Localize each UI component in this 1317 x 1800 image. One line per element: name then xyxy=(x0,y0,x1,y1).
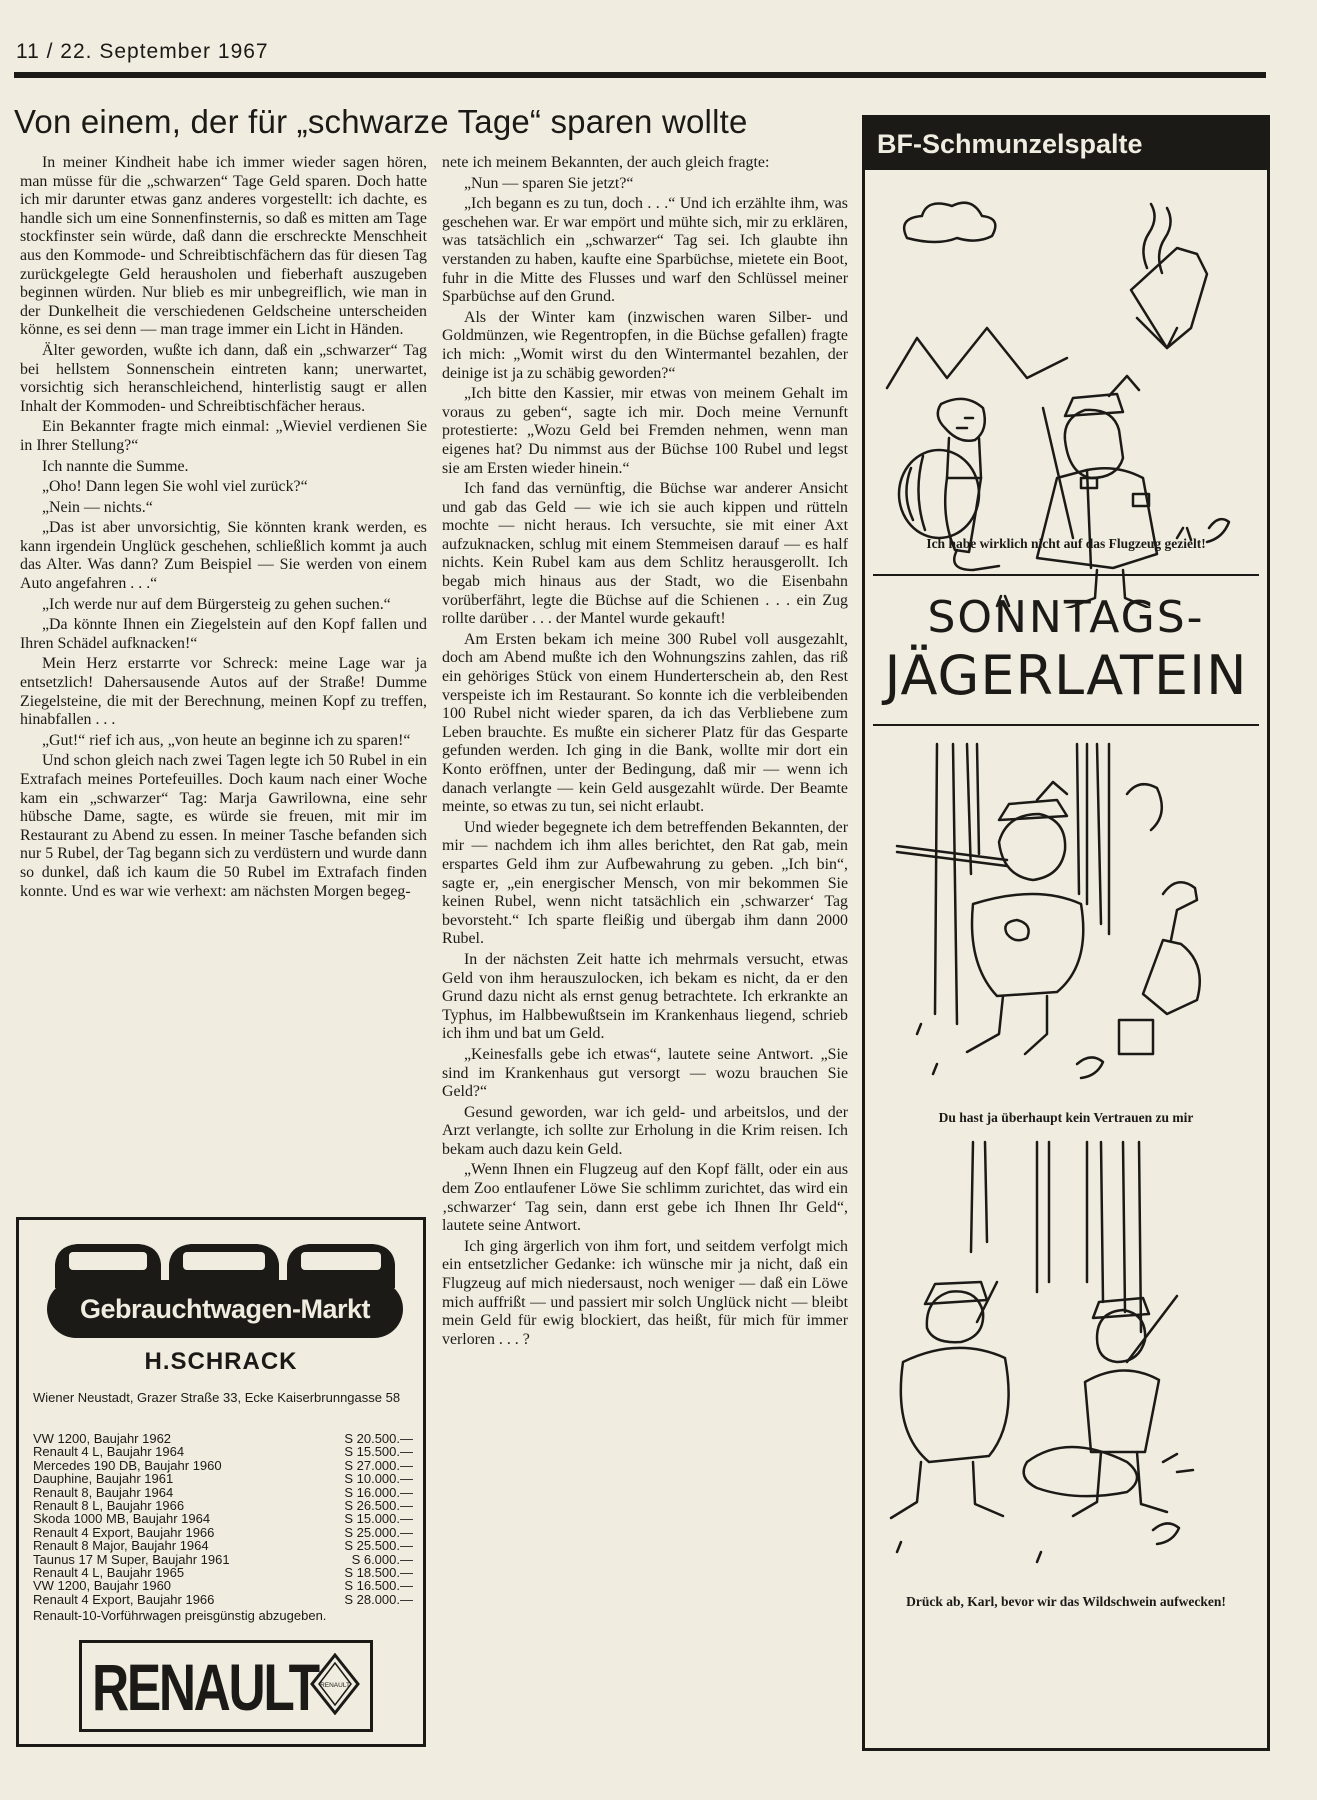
ad-car-row xyxy=(33,1566,413,1579)
car-price: S 15.000.— xyxy=(344,1511,413,1527)
ad-car-row xyxy=(33,1459,413,1472)
used-car-advertisement xyxy=(16,1217,426,1747)
renault-diamond-logo xyxy=(310,1653,360,1715)
paragraph: „Ich bitte den Kassier, mir etwas von meinem Gehalt im voraus zu geben“, sagte ich mir. Doch meine Vernunft protestierte: „Wozu Geld bei Fremden nehmen, wenn man eigenes hat? Du nimmst aus der Büchse 100 Rubel und legst sie am Ersten wieder hinein.“ xyxy=(442,385,848,477)
ad-car-row xyxy=(33,1539,413,1552)
paragraph: „Keinesfalls gebe ich etwas“, lautete seine Antwort. „Sie sind im Krankenhaus gut versorgt — wozu brauchen Sie Geld?“ xyxy=(442,1045,848,1101)
paragraph: „Das ist aber unvorsichtig, Sie könnten krank werden, es kann irgendein Unglück geschehen, schließlich kommt ja auch das Alter. Was dann? Zum Beispiel — Sie werden von einem Auto angefahren . . .“ xyxy=(20,519,427,593)
car-model: Dauphine, Baujahr 1961 xyxy=(33,1471,174,1487)
car-model: Renault 4 L, Baujahr 1964 xyxy=(33,1444,185,1460)
paragraph: Älter geworden, wußte ich dann, daß ein „schwarzer“ Tag bei hellstem Sonnenschein eintreten kann; unerwartet, vorsichtig sich heranschleichend, hinterlistig saugt er allen Inhalt der Kommoden- und Schreibtischfächer heraus. xyxy=(20,341,427,415)
car-model: Renault 8, Baujahr 1964 xyxy=(33,1484,174,1500)
ad-car-list xyxy=(33,1432,413,1606)
car-model: Renault 8 Major, Baujahr 1964 xyxy=(33,1538,209,1554)
ad-car-row xyxy=(33,1486,413,1499)
ad-car-row xyxy=(33,1553,413,1566)
paragraph: Am Ersten bekam ich meine 300 Rubel voll ausgezahlt, doch am Abend mußte ich den Wohnungszins zahlen, das riß ein gehöriges Stück von einem Hunderterschein ab, den Rest verspeiste ich im Restaurant. So konnte ich die verbleibenden 100 Rubel nicht wieder sparen, da ich das Verbliebene zum Leben brauchte. Es mußte ein sicherer Platz für das Gesparte gefunden werden. Ich ging in die Bank, wollte mir dort ein Konto eröffnen, unter der Bedingung, daß mir — wenn ich danach verlangte — kein Geld ausgezahlt würde. Der Beamte meinte, so etwas zu tun, sei nicht erlaubt. xyxy=(442,630,848,816)
paragraph: Gesund geworden, war ich geld- und arbeitslos, und der Arzt verlangte, ich sollte zur Erholung in die Krim reisen. Ich bekam auch dazu kein Geld. xyxy=(442,1103,848,1158)
paragraph: „Ich begann es zu tun, doch . . .“ Und ich erzählte ihm, was geschehen war. Er war empört und mühte sich, mir zu erklären, was tatsächlich ein „schwarzer“ Tag sei. Ich glaubte ihn verstanden zu haben, kaufte eine Sparbüchse, mietete ein Boot, fuhr in die Mitte des Flusses und warf den Schlüssel meiner Sparbüchse auf den Grund. xyxy=(442,195,848,306)
article-headline: Von einem, der für „schwarze Tage“ sparen wollte xyxy=(14,103,748,140)
heading-jaegerlatein: JÄGERLATEIN xyxy=(884,644,1248,707)
paragraph: „Gut!“ rief ich aus, „von heute an beginne ich zu sparen!“ xyxy=(42,731,411,749)
paragraph: „Nun — sparen Sie jetzt?“ xyxy=(464,174,634,192)
car-price: S 10.000.— xyxy=(344,1471,413,1487)
car-model: VW 1200, Baujahr 1962 xyxy=(33,1431,172,1446)
article-column-1 xyxy=(20,154,427,1199)
paragraph: In meiner Kindheit habe ich immer wieder sagen hören, man müsse für die „schwarzen“ Tage Geld sparen. Doch hatte ich mir darunter etwas ganz anderes vorgestellt: ich dachte, es handle sich um eine Sonnenfinsternis, so daß es mitten am Tage stockfinster sein würde, daß dann die erschreckte Menschheit aus den Kommode- und Schreibtischfächern das für diesen Tag zurückgelegte Geld herausholen und fieberhaft auszugeben beginnen würden. Nur blieb es mir unbegreiflich, wie man in der Dunkelheit die verschiedenen Geldscheine unterscheiden könne, es sei denn — man trage immer ein Licht in Händen. xyxy=(20,154,427,339)
paragraph: „Nein — nichts.“ xyxy=(42,498,153,516)
car-price: S 25.500.— xyxy=(344,1538,413,1554)
ad-car-row xyxy=(33,1499,413,1512)
paragraph: Ich fand das vernünftig, die Büchse war anderer Ansicht und gab das Geld — wie ich sie auch kippen und rütteln mochte — nicht heraus. Ich versuchte, sie mit einer Axt aufzuknacken, schlug mit einem Stemmeisen darauf — es half nichts. Kein Rubel kam aus dem Schlitz herausgerollt. Ich begab mich hinaus aus der Stadt, wo die Eisenbahn vorüberfährt, legte die Büchse auf die Schienen . . . ein Zug rollte darüber . . . der Mantel wurde gekauft! xyxy=(442,480,848,628)
car-price: S 16.000.— xyxy=(344,1484,413,1500)
divider xyxy=(873,724,1259,726)
cartoon-hunter-telescope xyxy=(877,734,1255,1098)
car-model: Mercedes 190 DB, Baujahr 1960 xyxy=(33,1457,222,1473)
car-price: S 6.000.— xyxy=(351,1551,413,1567)
header-rule xyxy=(14,72,1266,78)
ad-car-row xyxy=(33,1432,413,1445)
paragraph: „Oho! Dann legen Sie wohl viel zurück?“ xyxy=(42,478,308,496)
ad-title: Gebrauchtwagen-Markt xyxy=(47,1280,403,1338)
car-model: VW 1200, Baujahr 1960 xyxy=(33,1578,172,1594)
ad-car-row xyxy=(33,1472,413,1485)
paragraph: In der nächsten Zeit hatte ich mehrmals versucht, etwas Geld von ihm herauszulocken, ich bekam es nicht, da er den Grund dazu nicht als ernst genug betrachtete. Ich erkrankte an Typhus, im Halbbewußtsein im Krankenhaus liegend, schrieb ich ihm und bat um Geld. xyxy=(442,950,848,1043)
paragraph: „Da könnte Ihnen ein Ziegelstein auf den Kopf fallen und Ihren Schädel aufknacken!“ xyxy=(20,616,427,652)
car-model: Renault 4 L, Baujahr 1965 xyxy=(33,1564,185,1580)
humor-column-title: BF-Schmunzelspalte xyxy=(865,118,1267,170)
car-price: S 27.000.— xyxy=(344,1457,413,1473)
paragraph: Und schon gleich nach zwei Tagen legte ich 50 Rubel in ein Extrafach meines Portefeuilles. Doch kaum nach einer Woche kam ein „schwarzer“ Tag: Marja Gawrilowna, eine sehr hübsche Dame, sagte, es würde sie freuen, mit mir im Restaurant zu Abend zu essen. In meiner Tasche befanden sich nur 5 Rubel, der Tag begann sich zu verdüstern und wurde dann so dunkel, daß ich kaum die 50 Rubel im Extrafach finden konnte. Und es war wie verhext: am nächsten Morgen begeg- xyxy=(20,752,427,900)
renault-brand-box xyxy=(79,1640,373,1732)
cartoon1-caption: Ich habe wirklich nicht auf das Flugzeug gezielt! xyxy=(926,536,1206,551)
paragraph: „Ich werde nur auf dem Bürgersteig zu gehen suchen.“ xyxy=(42,595,391,613)
cartoon3-caption: Drück ab, Karl, bevor wir das Wildschwein aufwecken! xyxy=(906,1594,1226,1609)
car-model: Skoda 1000 MB, Baujahr 1964 xyxy=(33,1511,211,1527)
ad-car-row xyxy=(33,1526,413,1539)
paragraph: nete ich meinem Bekannten, der auch gleich fragte: xyxy=(442,154,770,171)
humor-column xyxy=(862,115,1270,1751)
car-price: S 16.500.— xyxy=(344,1578,413,1594)
ad-car-row xyxy=(33,1593,413,1606)
article-column-2 xyxy=(442,154,848,1746)
paragraph: „Wenn Ihnen ein Flugzeug auf den Kopf fällt, oder ein aus dem Zoo entlaufener Löwe Sie schlimm zurichtet, das wird ein ‚schwarzer‘ Tag sein, dann erst gebe ich Ihnen Ihr Geld“, lautete seine Antwort. xyxy=(442,1161,848,1235)
ad-company-name: H.SCHRACK xyxy=(144,1348,298,1375)
cartoon2-caption: Du hast ja überhaupt kein Vertrauen zu mir xyxy=(938,1110,1194,1125)
ad-car-row xyxy=(33,1445,413,1458)
paragraph: Ein Bekannter fragte mich einmal: „Wieviel verdienen Sie in Ihrer Stellung?“ xyxy=(20,418,427,454)
car-price: S 26.500.— xyxy=(344,1497,413,1513)
renault-brand: RENAULT xyxy=(92,1650,318,1724)
car-price: S 28.000.— xyxy=(344,1591,413,1607)
car-model: Renault 8 L, Baujahr 1966 xyxy=(33,1497,185,1513)
paragraph: Als der Winter kam (inzwischen waren Silber- und Goldmünzen, wie Regentropfen, in die Büchse gefallen) fragte ich mich: „Womit wirst du den Wintermantel bezahlen, der deinige ist ja zu schäbig geworden?“ xyxy=(442,308,848,382)
ad-car-row xyxy=(33,1512,413,1525)
paragraph: Ich nannte die Summe. xyxy=(42,457,189,475)
paragraph: Ich ging ärgerlich von ihm fort, und seitdem verfolgt mich ein entsetzlicher Gedanke: ich wünsche mir ja nicht, daß ein Flugzeug auf mich niedersaust, noch weniger — daß ein Löwe mich auffrißt — und passiert mir solch Unglück nicht — bleibt mein Geld für ewig blockiert, das heißt, für mich für immer verloren . . . ? xyxy=(442,1237,848,1348)
heading-sonntags: SONNTAGS- xyxy=(927,592,1205,643)
divider xyxy=(873,574,1259,576)
car-model: Renault 4 Export, Baujahr 1966 xyxy=(33,1591,215,1607)
car-model: Taunus 17 M Super, Baujahr 1961 xyxy=(33,1551,230,1567)
page-header-date: 11 / 22. September 1967 xyxy=(16,40,269,63)
car-model: Renault 4 Export, Baujahr 1966 xyxy=(33,1524,215,1540)
ad-note: Renault-10-Vorführwagen preisgünstig abzugeben. xyxy=(33,1608,327,1623)
ad-car-row xyxy=(33,1579,413,1592)
car-price: S 25.000.— xyxy=(344,1524,413,1540)
paragraph: Und wieder begegnete ich dem betreffenden Bekannten, der mir — nachdem ich ihm alles berichtet, den Rat gab, mein erspartes Geld ihm zur Aufbewahrung zu geben. „Ich bin“, sagte er, „ein energischer Mensch, von mir bekommen Sie keinen Rubel, wenn nicht tatsächlich ein ‚schwarzer‘ Tag bevorsteht.“ Ich sparte fleißig und übergab ihm dann 2000 Rubel. xyxy=(442,818,848,948)
paragraph: Mein Herz erstarrte vor Schreck: meine Lage war ja entsetzlich! Dahersausende Autos auf der Straße! Dumme Ziegelsteine, die mit der Berechnung, meinen Kopf zu treffen, hinabfallen . . . xyxy=(20,655,427,729)
renault-logo-text: RENAULT xyxy=(320,1682,350,1689)
car-price: S 18.500.— xyxy=(344,1564,413,1580)
ad-address: Wiener Neustadt, Grazer Straße 33, Ecke Kaiserbrunngasse 58 xyxy=(33,1390,401,1405)
cartoon-two-hunters-boar xyxy=(877,1132,1255,1586)
car-price: S 15.500.— xyxy=(344,1444,413,1460)
car-price: S 20.500.— xyxy=(344,1431,413,1446)
